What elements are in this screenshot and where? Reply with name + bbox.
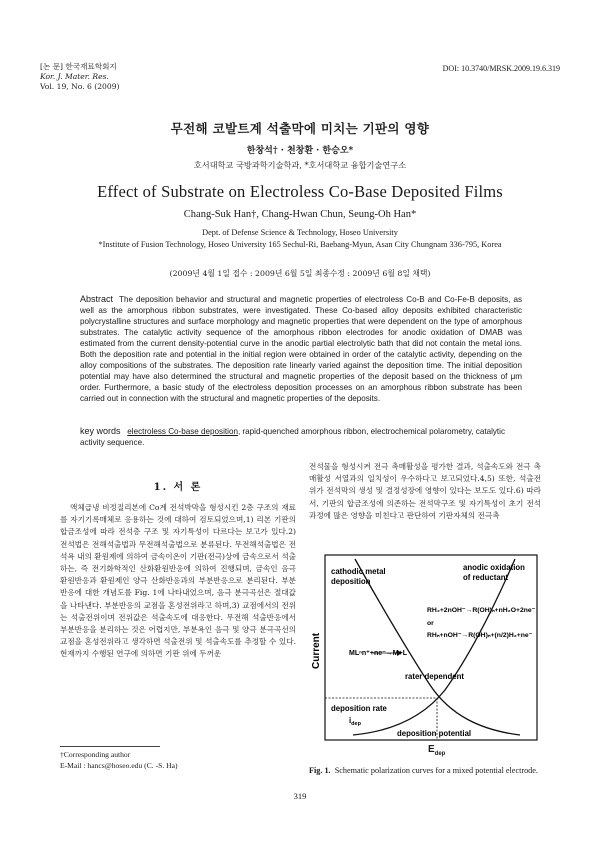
axis-x-symbol: E [428, 744, 435, 755]
label-cathodic-1: cathodic metal [331, 567, 386, 576]
label-anodic-2: of reductant [463, 573, 509, 582]
body-right-column: 전석물을 형성시켜 전극 촉매활성을 평가한 결과, 석출속도와 전극 촉매활성 서열과의 일치성이 우수하다고 보고되었다.4,5) 또한, 석출전위가 전석막의 생성 및 결정성장에 영향이 있다는 보도도 있다.6) 따라서, 기판의 합금조성에 의존하는 전석막구조 및 자기특성이 초기 전석과정에 많은 영향을 미친다고 판단하여 기판자체의 전극촉 [309, 462, 541, 520]
label-anodic-1: anodic oxidation [463, 563, 525, 572]
journal-name-kr: [논 문] 한국재료학회지 [40, 62, 117, 71]
label-deposition-rate: deposition rate [331, 704, 387, 713]
section-title-introduction: 1. 서 론 [153, 482, 203, 493]
footnote-email: E-Mail : hancs@hoseo.edu (C. -S. Ha) [60, 761, 178, 770]
doi: DOI: 10.3740/MRSK.2009.19.6.319 [442, 64, 560, 73]
axis-x-label [428, 744, 445, 757]
keywords [80, 426, 522, 448]
footnote-corresponding: †Corresponding author [60, 750, 131, 759]
affiliation-kr: 호서대학교 국방과학기술학과, *호서대학교 융합기술연구소 [193, 160, 407, 170]
journal-header [40, 62, 120, 92]
title-en: Effect of Substrate on Electroless Co-Base Deposited Films [97, 182, 503, 201]
eq-anodic-1: RH₂+2nOH⁻→R(OH)ₙ+nH₂O+2ne⁻ [427, 607, 536, 614]
label-idep: $i_{dep}$ [349, 716, 361, 727]
body-left-column: 액체급냉 비정질리본에 Co계 전석박막을 형성시킨 2층 구조의 재료를 자기기록매체로 응용하는 것에 대하여 검토되었으며,1) 리본 기판의 합금조성에 따라 전석층 구조 및 자기특성이 다르다는 보고가 있다.2) 전석법은 전해석출법과 무전해석출법으로 분류된다. 무전해석출법은 전석욕 내의 환원제에 의하여 금속이온이 기판(전극)상에 금속으로서 석출하는, 즉 전기화학적인 산화환원반응에 의하여 진행되며, 금속인 음극 환원반응과 환원제인 양극 산화반응과의 부분반응으로 분리된다. 부분반응에 대한 개념도를 Fig. 1에 나타내었으며, 음극 분극곡선은 절대값을 나타낸다. 부분반응의 교점을 혼성전위라고 하며,3) 교점에서의 전위는 석출전위이며 전위값은 석출속도에 대응한다. 무전해 석출반응에서 부분반응을 분리하는 것은 어렵지만, 부분욕인 음극 및 양극 분극곡선의 교점을 혼성전위라고 생각하면 석출전위 및 석출속도를 추정할 수 있다. 현재까지 수행된 연구에 의하면 기판 위에 두꺼운 [60, 503, 296, 659]
keyword-rest: , rapid-quenched amorphous ribbon, electrochemical polarometry, catalytic activity sequence. [80, 427, 506, 447]
authors-en: Chang-Suk Han†, Chang-Hwan Chun, Seung-Oh Han* [183, 209, 417, 220]
affiliation-en-1: Dept. of Defense Science & Technology, Hoseo University [202, 228, 398, 237]
abstract [80, 294, 522, 404]
label-rater-dependent: rater dependent [405, 672, 464, 681]
affiliation-en-2: *Institute of Fusion Technology, Hoseo University 165 Sechul-Ri, Baebang-Myun, Asan City Chungnam 336-795, Korea [98, 240, 502, 249]
figure-caption-text: Schematic polarization curves for a mixed potential electrode. [334, 766, 538, 775]
eq-anodic-2: RHₙ+nOH⁻→R(OH)ₙ+(n/2)H₂+ne⁻ [427, 632, 533, 639]
axis-x-subscript: dep [434, 751, 446, 757]
journal-name-en: Kor. J. Mater. Res. [40, 72, 109, 81]
eq-or: or [427, 620, 434, 627]
eq-cathodic: MLⁿn⁺+ne⁻→M+L [349, 650, 407, 657]
keywords-label: key words [80, 426, 121, 436]
figure-caption [309, 765, 541, 776]
abstract-text: The deposition behavior and structural and magnetic properties of electroless Co-B and Co-Fe-B deposits, as well as the amorphous ribbon substrates, were investigated. These Co-based alloy deposits exhibited characteristic polycrystalline structures and surface morphology and magnetic properties that were dependent on the type of amorphous substrates. The catalytic activity sequence of the amorphous ribbon electrodes for anodic oxidation of DMAB was estimated from the current density-potential curve in the anodic partial electrolytic bath that did not contain the metal ions. Both the deposition rate and potential in the initial region were obtained in order of the catalytic activity, depending on the alloy compositions of the substrates. The deposition rate linearly varied against the deposition time. The initial deposition potential may have also determined the structural and magnetic properties of the deposit based on the thickness of μm order. Furthermore, a basic study of the electroless deposition processes on an amorphous ribbon substrate has been carried out in connection with the structural and magnetic properties of the deposits. [80, 295, 523, 403]
keyword-underlined: electroless Co-base deposition [127, 427, 238, 436]
footnote-rule [60, 746, 160, 747]
page-number: 319 [293, 791, 307, 801]
authors-kr: 한창석† · 천창환 · 한승오* [246, 146, 354, 156]
journal-volume: Vol. 19, No. 6 (2009) [40, 82, 120, 91]
label-cathodic-2: deposition [331, 577, 371, 586]
footnote [60, 749, 178, 771]
axis-y-label: Current [311, 632, 322, 669]
label-deposition-potential: deposition potential [397, 729, 472, 738]
figure-caption-label: Fig. 1. [309, 766, 331, 775]
figure-1-polarization-curves [305, 545, 545, 745]
received-dates: (2009년 4월 1일 접수 : 2009년 6월 5일 최종수정 : 2009년 6월 8일 채택) [169, 269, 431, 278]
title-kr: 무전해 코발트계 석출막에 미치는 기판의 영향 [170, 121, 430, 136]
abstract-label: Abstract [80, 294, 114, 304]
